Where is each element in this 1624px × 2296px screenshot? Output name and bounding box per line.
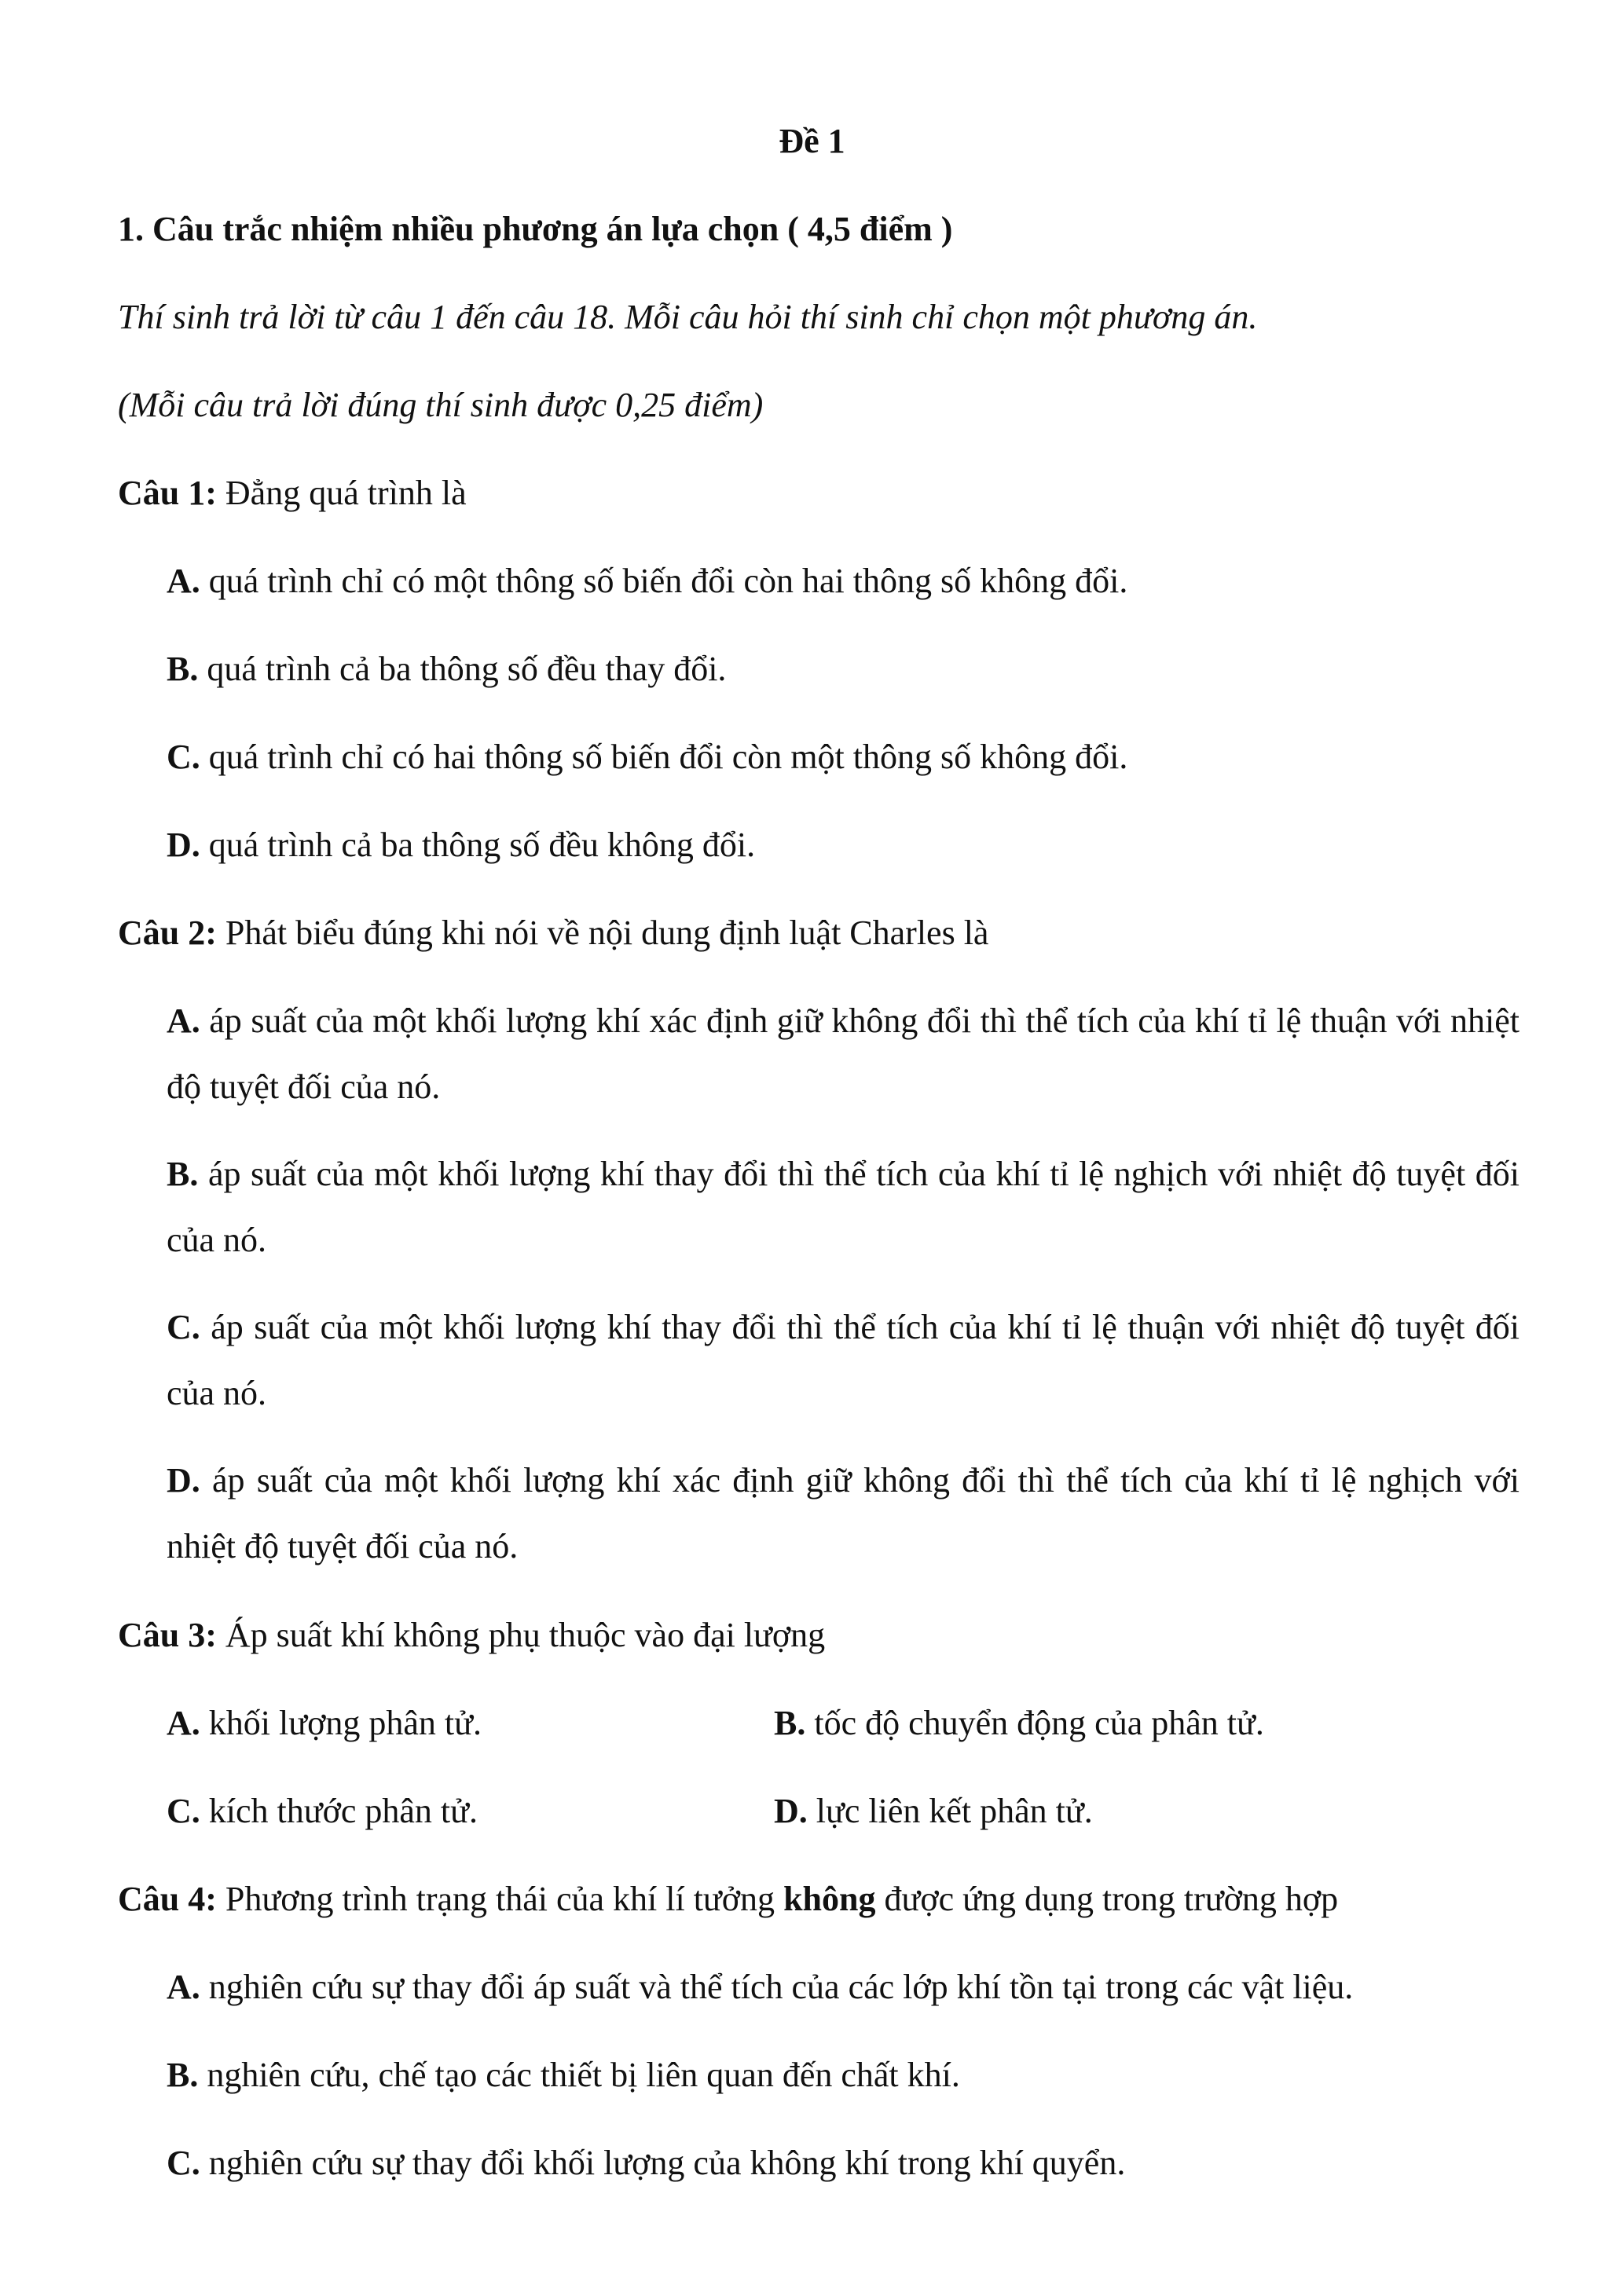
- question-text: Phương trình trạng thái của khí lí tưởng: [216, 1880, 784, 1918]
- option-label: A.: [167, 1002, 200, 1040]
- q1-option-d: [167, 823, 755, 867]
- option-label: D.: [167, 826, 200, 864]
- option-label: D.: [167, 1461, 200, 1500]
- option-label: C.: [167, 1308, 200, 1346]
- q2-option-d: [167, 1448, 1520, 1580]
- option-label: C.: [167, 1792, 200, 1830]
- question-label: Câu 3:: [118, 1616, 217, 1654]
- option-label: C.: [167, 738, 200, 776]
- q4-option-c: [167, 2141, 1125, 2185]
- instruction-text: Thí sinh trả lời từ câu 1 đến câu 18. Mỗi câu hỏi thí sinh chỉ chọn một phương án.: [118, 298, 1258, 336]
- q2-option-b: [167, 1141, 1520, 1273]
- option-text: nghiên cứu sự thay đổi khối lượng của không khí trong khí quyển.: [200, 2144, 1126, 2182]
- scoring-note: (Mỗi câu trả lời đúng thí sinh được 0,25 điểm): [118, 386, 764, 424]
- option-text: quá trình cả ba thông số đều thay đổi.: [198, 650, 727, 688]
- option-text: khối lượng phân tử.: [200, 1704, 482, 1742]
- q4-option-b: [167, 2053, 960, 2097]
- q3-option-c: [167, 1789, 478, 1833]
- q3-option-a: [167, 1701, 482, 1745]
- page-title: Đề 1: [779, 122, 845, 160]
- question-label: Câu 2:: [118, 914, 217, 952]
- option-label: A.: [167, 1968, 200, 2006]
- option-label: B.: [774, 1704, 806, 1742]
- question-label: Câu 1:: [118, 474, 217, 512]
- q1-option-a: [167, 559, 1127, 603]
- q3-option-d: [774, 1789, 1093, 1833]
- question-4: [118, 1877, 1338, 1921]
- question-emphasis: không: [783, 1880, 876, 1918]
- option-text: quá trình chỉ có một thông số biến đổi còn hai thông số không đổi.: [200, 562, 1128, 600]
- question-label: Câu 4:: [118, 1880, 217, 1918]
- q1-option-c: [167, 735, 1127, 779]
- option-text: áp suất của một khối lượng khí thay đổi thì thể tích của khí tỉ lệ nghịch với nhiệt độ tuyệt đối của nó.: [167, 1155, 1520, 1259]
- question-text: Áp suất khí không phụ thuộc vào đại lượng: [216, 1616, 826, 1654]
- option-text: nghiên cứu, chế tạo các thiết bị liên quan đến chất khí.: [198, 2056, 960, 2094]
- option-text: áp suất của một khối lượng khí xác định giữ không đổi thì thể tích của khí tỉ lệ thuận với nhiệt độ tuyệt đối của nó.: [167, 1002, 1520, 1106]
- option-text: lực liên kết phân tử.: [807, 1792, 1093, 1830]
- option-label: A.: [167, 1704, 200, 1742]
- option-text: quá trình chỉ có hai thông số biến đổi còn một thông số không đổi.: [200, 738, 1128, 776]
- question-text: Đẳng quá trình là: [216, 474, 467, 512]
- option-label: B.: [167, 1155, 199, 1193]
- question-text: Phát biểu đúng khi nói về nội dung định luật Charles là: [216, 914, 989, 952]
- section-heading: 1. Câu trắc nhiệm nhiều phương án lựa chọn ( 4,5 điểm ): [118, 210, 953, 248]
- q3-option-b: [774, 1701, 1264, 1745]
- question-text-rest: được ứng dụng trong trường hợp: [875, 1880, 1339, 1918]
- q1-option-b: [167, 647, 726, 691]
- question-2: [118, 911, 988, 955]
- option-label: C.: [167, 2144, 200, 2182]
- option-label: D.: [774, 1792, 808, 1830]
- option-text: tốc độ chuyển động của phân tử.: [805, 1704, 1264, 1742]
- option-text: kích thước phân tử.: [200, 1792, 478, 1830]
- option-label: B.: [167, 2056, 199, 2094]
- option-text: áp suất của một khối lượng khí thay đổi thì thể tích của khí tỉ lệ thuận với nhiệt độ tuyệt đối của nó.: [167, 1308, 1520, 1412]
- q2-option-a: [167, 988, 1520, 1120]
- question-1: [118, 471, 467, 515]
- option-text: nghiên cứu sự thay đổi áp suất và thể tích của các lớp khí tồn tại trong các vật liệu.: [200, 1968, 1354, 2006]
- question-3: [118, 1613, 825, 1657]
- option-text: áp suất của một khối lượng khí xác định giữ không đổi thì thể tích của khí tỉ lệ nghịch với nhiệt độ tuyệt đối của nó.: [167, 1461, 1520, 1565]
- option-text: quá trình cả ba thông số đều không đổi.: [200, 826, 756, 864]
- option-label: A.: [167, 562, 200, 600]
- q4-option-a: [167, 1965, 1353, 2009]
- option-label: B.: [167, 650, 199, 688]
- q2-option-c: [167, 1294, 1520, 1426]
